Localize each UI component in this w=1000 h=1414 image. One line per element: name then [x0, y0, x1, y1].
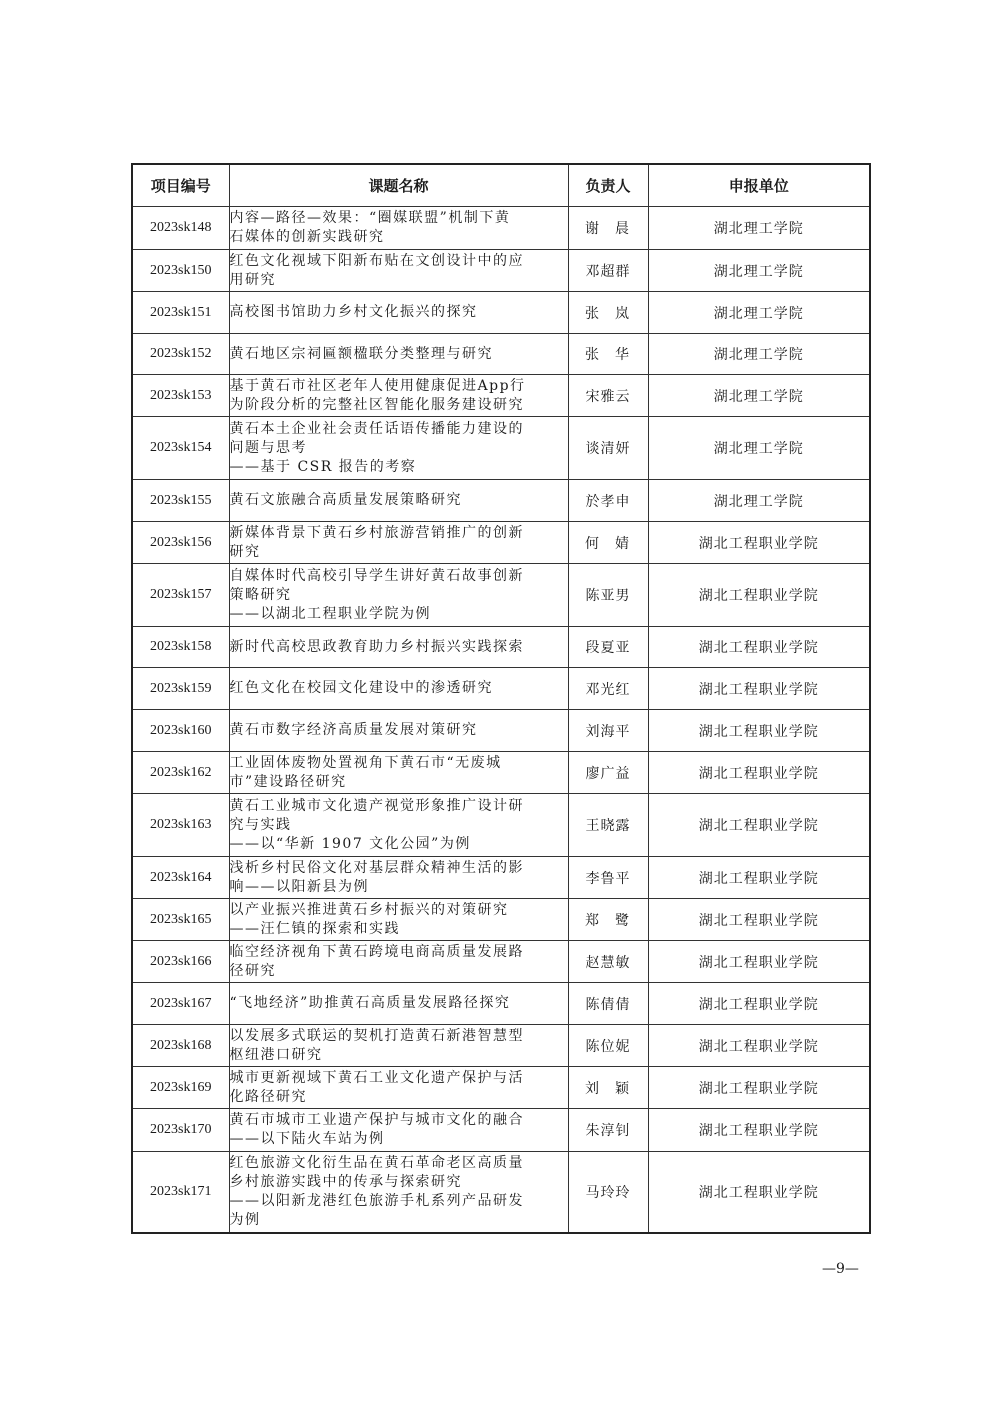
title-cell: [229, 334, 568, 375]
table-row: [132, 375, 870, 417]
project-id-cell: 2023sk151: [132, 292, 229, 334]
header-unit: 申报单位: [648, 164, 870, 207]
unit-cell: 湖北工程职业学院: [648, 1025, 870, 1067]
table-row: [132, 334, 870, 375]
table-row: [132, 417, 870, 480]
title-cell: [229, 627, 568, 668]
title-cell: [229, 417, 568, 480]
project-id-cell: 2023sk168: [132, 1025, 229, 1067]
unit-cell: 湖北理工学院: [648, 250, 870, 292]
unit-cell: 湖北工程职业学院: [648, 899, 870, 941]
leader-cell: 王晓露: [568, 794, 648, 857]
title-line: 临空经济视角下黄石跨境电商高质量发展路: [229, 943, 524, 960]
leader-cell: 刘颖: [568, 1067, 648, 1109]
table-row: [132, 899, 870, 941]
unit-cell: 湖北理工学院: [648, 417, 870, 480]
table-row: [132, 794, 870, 857]
leader-cell: 邓超群: [568, 250, 648, 292]
title-line: 红色文化视域下阳新布贴在文创设计中的应: [229, 252, 524, 269]
leader-cell: 朱淳钊: [568, 1109, 648, 1152]
title-line: 以发展多式联运的契机打造黄石新港智慧型: [229, 1027, 524, 1044]
leader-cell: 陈位妮: [568, 1025, 648, 1067]
project-id-cell: 2023sk164: [132, 857, 229, 899]
header-row: [132, 164, 870, 207]
title-line: ——汪仁镇的探索和实践: [229, 920, 400, 937]
project-id-cell: 2023sk169: [132, 1067, 229, 1109]
unit-cell: 湖北理工学院: [648, 480, 870, 522]
table-row: [132, 668, 870, 710]
title-line: 为阶段分析的完整社区智能化服务建设研究: [229, 396, 524, 413]
leader-cell: 宋雅云: [568, 375, 648, 417]
project-id-cell: 2023sk165: [132, 899, 229, 941]
table-row: [132, 522, 870, 564]
project-id-cell: 2023sk155: [132, 480, 229, 522]
unit-cell: 湖北理工学院: [648, 334, 870, 375]
title-line: 黄石文旅融合高质量发展策略研究: [229, 492, 462, 508]
title-cell: [229, 668, 568, 710]
title-line: 新媒体背景下黄石乡村旅游营销推广的创新: [229, 524, 524, 541]
title-cell: [229, 752, 568, 794]
leader-cell: 马玲玲: [568, 1152, 648, 1233]
unit-cell: 湖北工程职业学院: [648, 983, 870, 1025]
title-line: “飞地经济”助推黄石高质量发展路径探究: [229, 995, 511, 1011]
title-line: 枢纽港口研究: [229, 1046, 323, 1063]
title-line: ——以“华新 1907 文化公园”为例: [229, 835, 471, 852]
title-cell: [229, 480, 568, 522]
title-line: 石媒体的创新实践研究: [229, 229, 385, 245]
title-line: 化路径研究: [229, 1088, 307, 1105]
title-line: 浅析乡村民俗文化对基层群众精神生活的影: [229, 859, 524, 876]
title-line: 工业固体废物处置视角下黄石市“无废城: [229, 754, 502, 771]
unit-cell: 湖北理工学院: [648, 207, 870, 250]
title-line: 新时代高校思政教育助力乡村振兴实践探索: [229, 638, 524, 655]
title-cell: [229, 250, 568, 292]
title-line: 用研究: [229, 271, 276, 288]
title-cell: [229, 375, 568, 417]
title-line: ——以阳新龙港红色旅游手札系列产品研发: [229, 1192, 524, 1209]
title-cell: [229, 710, 568, 752]
title-line: 黄石本土企业社会责任话语传播能力建设的: [229, 420, 524, 437]
table-row: [132, 1109, 870, 1152]
leader-cell: 何婧: [568, 522, 648, 564]
title-line: 黄石地区宗祠匾额楹联分类整理与研究: [229, 345, 493, 362]
leader-cell: 张华: [568, 334, 648, 375]
title-line: 响——以阳新县为例: [229, 878, 369, 895]
title-line: 以产业振兴推进黄石乡村振兴的对策研究: [229, 901, 509, 918]
unit-cell: 湖北理工学院: [648, 375, 870, 417]
project-id-cell: 2023sk152: [132, 334, 229, 375]
title-line: 黄石市城市工业遗产保护与城市文化的融合: [229, 1112, 524, 1128]
title-cell: [229, 857, 568, 899]
title-line: 黄石工业城市文化遗产视觉形象推广设计研: [229, 797, 524, 814]
title-line: ——以湖北工程职业学院为例: [229, 605, 431, 622]
table-row: [132, 941, 870, 983]
unit-cell: 湖北工程职业学院: [648, 564, 870, 627]
project-id-cell: 2023sk148: [132, 207, 229, 250]
table-row: [132, 710, 870, 752]
table-row: [132, 250, 870, 292]
title-cell: [229, 1025, 568, 1067]
leader-cell: 赵慧敏: [568, 941, 648, 983]
title-line: 红色文化在校园文化建设中的渗透研究: [229, 680, 493, 696]
title-line: 自媒体时代高校引导学生讲好黄石故事创新: [229, 567, 524, 584]
table-row: [132, 564, 870, 627]
title-cell: [229, 564, 568, 627]
project-id-cell: 2023sk158: [132, 627, 229, 668]
leader-cell: 李鲁平: [568, 857, 648, 899]
unit-cell: 湖北理工学院: [648, 292, 870, 334]
project-id-cell: 2023sk154: [132, 417, 229, 480]
unit-cell: 湖北工程职业学院: [648, 1067, 870, 1109]
title-line: 问题与思考: [229, 439, 307, 456]
unit-cell: 湖北工程职业学院: [648, 710, 870, 752]
page-number: —9—: [822, 1261, 859, 1277]
unit-cell: 湖北工程职业学院: [648, 522, 870, 564]
table-row: [132, 627, 870, 668]
project-table: [131, 163, 871, 1234]
title-line: 径研究: [229, 962, 276, 979]
table-row: [132, 1152, 870, 1233]
title-line: 红色旅游文化衍生品在黄石革命老区高质量: [229, 1154, 524, 1171]
table-row: [132, 1067, 870, 1109]
project-id-cell: 2023sk167: [132, 983, 229, 1025]
unit-cell: 湖北工程职业学院: [648, 668, 870, 710]
project-id-cell: 2023sk160: [132, 710, 229, 752]
title-cell: [229, 522, 568, 564]
unit-cell: 湖北工程职业学院: [648, 627, 870, 668]
title-cell: [229, 1152, 568, 1233]
title-line: ——基于 CSR 报告的考察: [229, 458, 417, 475]
leader-cell: 谢晨: [568, 207, 648, 250]
leader-cell: 段夏亚: [568, 627, 648, 668]
title-line: 策略研究: [229, 586, 292, 603]
leader-cell: 张岚: [568, 292, 648, 334]
project-id-cell: 2023sk166: [132, 941, 229, 983]
leader-cell: 邓光红: [568, 668, 648, 710]
header-leader: 负责人: [568, 164, 648, 207]
header-title: 课题名称: [229, 164, 568, 207]
project-id-cell: 2023sk163: [132, 794, 229, 857]
title-line: 研究: [229, 543, 261, 560]
table-row: [132, 207, 870, 250]
unit-cell: 湖北工程职业学院: [648, 1152, 870, 1233]
project-id-cell: 2023sk171: [132, 1152, 229, 1233]
title-line: 城市更新视域下黄石工业文化遗产保护与活: [229, 1069, 524, 1086]
project-id-cell: 2023sk156: [132, 522, 229, 564]
unit-cell: 湖北工程职业学院: [648, 941, 870, 983]
unit-cell: 湖北工程职业学院: [648, 752, 870, 794]
leader-cell: 廖广益: [568, 752, 648, 794]
project-id-cell: 2023sk159: [132, 668, 229, 710]
table-row: [132, 752, 870, 794]
title-cell: [229, 794, 568, 857]
title-cell: [229, 1109, 568, 1152]
title-cell: [229, 941, 568, 983]
table-body: [132, 207, 870, 1233]
leader-cell: 於孝申: [568, 480, 648, 522]
table-row: [132, 480, 870, 522]
leader-cell: 陈倩倩: [568, 983, 648, 1025]
leader-cell: 谈清妍: [568, 417, 648, 480]
title-cell: [229, 292, 568, 334]
project-id-cell: 2023sk162: [132, 752, 229, 794]
leader-cell: 刘海平: [568, 710, 648, 752]
title-line: 为例: [229, 1211, 261, 1228]
title-cell: [229, 207, 568, 250]
title-line: 乡村旅游实践中的传承与探索研究: [229, 1173, 462, 1190]
title-line: 内容—路径—效果：“圈媒联盟”机制下黄: [229, 210, 511, 226]
title-line: 基于黄石市社区老年人使用健康促进App行: [229, 377, 526, 394]
project-id-cell: 2023sk150: [132, 250, 229, 292]
title-line: 黄石市数字经济高质量发展对策研究: [229, 722, 478, 738]
title-cell: [229, 899, 568, 941]
unit-cell: 湖北工程职业学院: [648, 794, 870, 857]
title-cell: [229, 983, 568, 1025]
unit-cell: 湖北工程职业学院: [648, 857, 870, 899]
project-id-cell: 2023sk157: [132, 564, 229, 627]
header-project-id: 项目编号: [132, 164, 229, 207]
table-row: [132, 292, 870, 334]
title-cell: [229, 1067, 568, 1109]
table-row: [132, 983, 870, 1025]
leader-cell: 陈亚男: [568, 564, 648, 627]
table-row: [132, 857, 870, 899]
project-id-cell: 2023sk170: [132, 1109, 229, 1152]
title-line: 究与实践: [229, 816, 292, 833]
title-line: 市”建设路径研究: [229, 773, 347, 790]
title-line: 高校图书馆助力乡村文化振兴的探究: [229, 304, 478, 320]
leader-cell: 郑鹭: [568, 899, 648, 941]
title-line: ——以下陆火车站为例: [229, 1131, 385, 1147]
unit-cell: 湖北工程职业学院: [648, 1109, 870, 1152]
project-id-cell: 2023sk153: [132, 375, 229, 417]
table-row: [132, 1025, 870, 1067]
